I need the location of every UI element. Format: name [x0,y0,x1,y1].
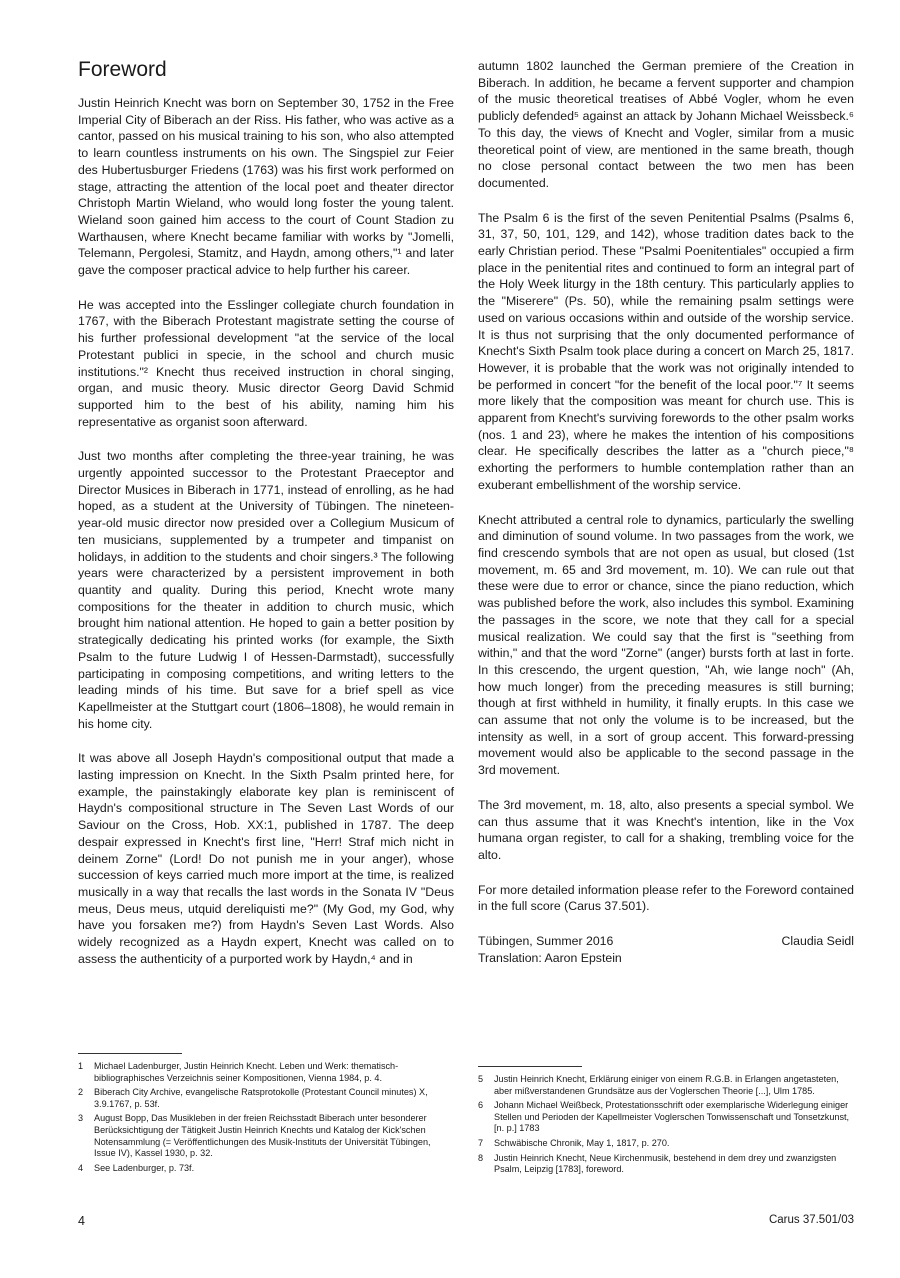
body-paragraph: Justin Heinrich Knecht was born on September 30, 1752 in the Free Imperial City of Biberach an der Riss. His father, who was active as a cantor, passed on his musical training to his son, who also attempted to learn countless instruments on his own. The Singspiel zur Feier des Hubertusburger Friedens (1763) was his first work performed on stage, attracting the attention of the local poet and theater director Christoph Martin Wieland, who would long foster the young talent. Wieland soon gained him access to the court of Count Stadion zu Warthausen, where Knecht became familiar with works by "Jomelli, Telemann, Pergolesi, Stamitz, and Haydn, among others,"¹ and later gave the composer practical advice to help further his career. [78,96,454,278]
left-column [78,58,454,985]
body-paragraph: It was above all Joseph Haydn's compositional output that made a lasting impression on Knecht. In the Sixth Psalm printed here, for example, the painstakingly elaborate key plan is reminiscent of Haydn's compositional structure in The Seven Last Words of our Saviour on the Cross, Hob. XX:1, published in 1787. The deep despair expressed in Knecht's first line, "Herr! Straf mich nicht in deinem Zorne" (Lord! Do not punish me in your anger), whose succession of keys carried much more import at the time, is realized musically in a way that recalls the last words in the Sonata IV "Deus meus, Deus meus, utquid dereliquisti me?" (My God, my God, why have you forsaken me?) from Haydn's Seven Last Words. Also widely recognized as a Haydn expert, Knecht was called on to assess the authenticity of a purported work by Haydn,⁴ and in [78,751,454,966]
footnote-number: 8 [478,1152,484,1163]
right-column [478,58,854,966]
page-title: Foreword [78,58,167,81]
body-paragraph: Knecht attributed a central role to dynamics, particularly the swelling and diminution of sound volume. In two passages from the work, we find crescendo symbols that are not open as usual, but closed (1st movement, m. 65 and 3rd movement, m. 10). We can rule out that these were due to error or chance, since the piano reduction, which was published before the work, also includes this symbol. Examining the passages in the score, we note that they call for a special musical realization. We could say that the first is "seething from within," and that the word "Zorne" (anger) bursts forth at last in forte. In this crescendo, the urgent question, "Ah, wie lange noch" (Ah, how much longer) from the preceding measures is still burning; though at first withheld in humility, it finally erupts. In this case we can assume that not only the volume is to be increased, but the intensity as well, in a sort of group accent. This forward-pressing movement would also be applicable to the second passage in the 3rd movement. [478,512,854,778]
footnote-number: 2 [78,1087,84,1098]
footnote [78,1087,454,1110]
footnote-text: See Ladenburger, p. 73f. [94,1162,195,1173]
catalog-number: Carus 37.501/03 [768,1214,854,1226]
footnote [478,1153,854,1176]
footnote-text: Johann Michael Weißbeck, Protestationsschrift oder exemplarische Widerlegung einiger Stellen und Perioden der Kapellmeister Voglerschen Tonwissenschaft und Tonsetzkunst, [n. p.] 1783 [494,1100,850,1134]
right-footnotes [478,1066,854,1179]
body-paragraph: autumn 1802 launched the German premiere of the Creation in Biberach. In addition, he became a fervent supporter and champion of the music theoretical treatises of Abbé Vogler, whom he even publicly defended⁵ against an attack by Johann Michael Weissbeck.⁶ To this day, the views of Knecht and Vogler, similar from a music theoretical point of view, are mentioned in the same breath, though no close personal contact between the two men has been documented. [478,59,854,190]
body-paragraph: The 3rd movement, m. 18, alto, also presents a special symbol. We can thus assume that it was Knecht's intention, like in the Vox humana organ register, to call for a shaking, trembling voice for the alto. [478,797,854,862]
footnote-number: 4 [78,1162,84,1173]
footnote-number: 3 [78,1113,84,1124]
body-paragraph: The Psalm 6 is the first of the seven Penitential Psalms (Psalms 6, 31, 37, 50, 101, 129, and 142), whose tradition dates back to the early Christian period. These "Psalmi Poenitentiales" occupied a firm place in the penitential rites and continued to form an integral part of the Holy Week liturgy in the 18th century. This particularly applies to the "Miserere" (Ps. 50), while the remaining psalm settings were used on various occasions within and outside of the worship service. It is thus not surprising that the only documented performance of Knecht's Sixth Psalm took place during a concert on March 25, 1817. However, it is probable that the work was not originally intended to be performed in concert "for the benefit of the local poor."⁷ It seems more likely that the composition was meant for church use. This is apparent from Knecht's surviving forewords to the other psalm works (nos. 1 and 23), where he makes the intention of his compositions clear. He specifically describes the latter as a "church piece,"⁸ exhorting the performers to humble contemplation rather than an exuberant embellishment of the worship service. [478,210,854,492]
footnote [478,1138,854,1150]
body-paragraph: Just two months after completing the three-year training, he was urgently appointed successor to the Protestant Praeceptor and Director Musices in Biberach in 1771, instead of enrolling, as he had hoped, as a student at the University of Tübingen. The nineteen-year-old music director now presided over a Collegium Musicum of ten musicians, supplemented by a trumpeter and timpanist on holidays, in addition to the students and choir singers.³ The following years were characterized by a persistent improvement in both quantity and quality. During this period, Knecht wrote many compositions for the theater in addition to church music, which brought him national attention. He hoped to gain a better position by strategically dedicating his printed works (for example, the Sixth Psalm to the future Ludwig I of Hessen-Darmstadt), successfully participating in composing competitions, and writing letters to the leading minds of his time. But save for a brief spell as vice Kapellmeister at the Stuttgart court (1806–1808), he would remain in his home city. [78,449,454,731]
footnote-text: Schwäbische Chronik, May 1, 1817, p. 270. [494,1137,670,1148]
footnote-divider [478,1066,582,1067]
place-date: Tübingen, Summer 2016 [478,934,614,949]
footnote-number: 1 [78,1061,84,1071]
footnote [478,1100,854,1135]
body-paragraph: For more detailed information please refer to the Foreword contained in the full score (Carus 37.501). [478,882,854,914]
left-footnotes [78,1053,454,1177]
footnote-number: 6 [478,1100,484,1111]
footnote [78,1163,454,1175]
translator-credit: Translation: Aaron Epstein [478,950,622,965]
page-number: 4 [78,1214,85,1228]
footnote-text: August Bopp, Das Musikleben in der freien Reichsstadt Biberach unter besonderer Berücksichtigung der Tätigkeit Justin Heinrich Knechts und Katalog der Kick'schen Notensammlung (= Veröffentlichungen des Musik-Instituts der Universität Tübingen, Issue IV), Kassel 1930, p. 32. [94,1113,431,1159]
author-name: Claudia Seidl [781,934,854,949]
body-paragraph: He was accepted into the Esslinger collegiate church foundation in 1767, with the Biberach Protestant magistrate setting the course of his further professional development "at the service of the local Protestant publici in specie, in the school and church music institutions."² Knecht thus received instruction in choral singing, organ, and music theory. Music director Georg David Schmid supported him to the best of his ability, naming him his representative as organist soon afterward. [78,297,454,429]
footnote-number: 7 [478,1137,484,1148]
footnote-text: Justin Heinrich Knecht, Neue Kirchenmusik, bestehend in dem drey und zwanzigsten Psalm, Leipzig [1783], foreword. [494,1152,837,1175]
footnote-text: Justin Heinrich Knecht, Erklärung einiger von einem R.G.B. in Erlangen angetasteten, aber mißverstandenen Grundsätze aus der Voglerschen Theorie [...], Ulm 1785. [494,1074,839,1096]
footnote [478,1074,854,1097]
signature-line [478,933,854,950]
footnote-divider [78,1053,182,1054]
footnote-number: 5 [478,1074,484,1084]
footnote-text: Biberach City Archive, evangelische Ratsprotokolle (Protestant Council minutes) X, 3.9.1767, p. 53f. [94,1087,428,1109]
footnote [78,1113,454,1159]
footnote [78,1061,454,1084]
footnote-text: Michael Ladenburger, Justin Heinrich Knecht. Leben und Werk: thematisch-bibliographisches Verzeichnis seiner Kompositionen, Vienna 1984, p. 4. [94,1061,399,1083]
